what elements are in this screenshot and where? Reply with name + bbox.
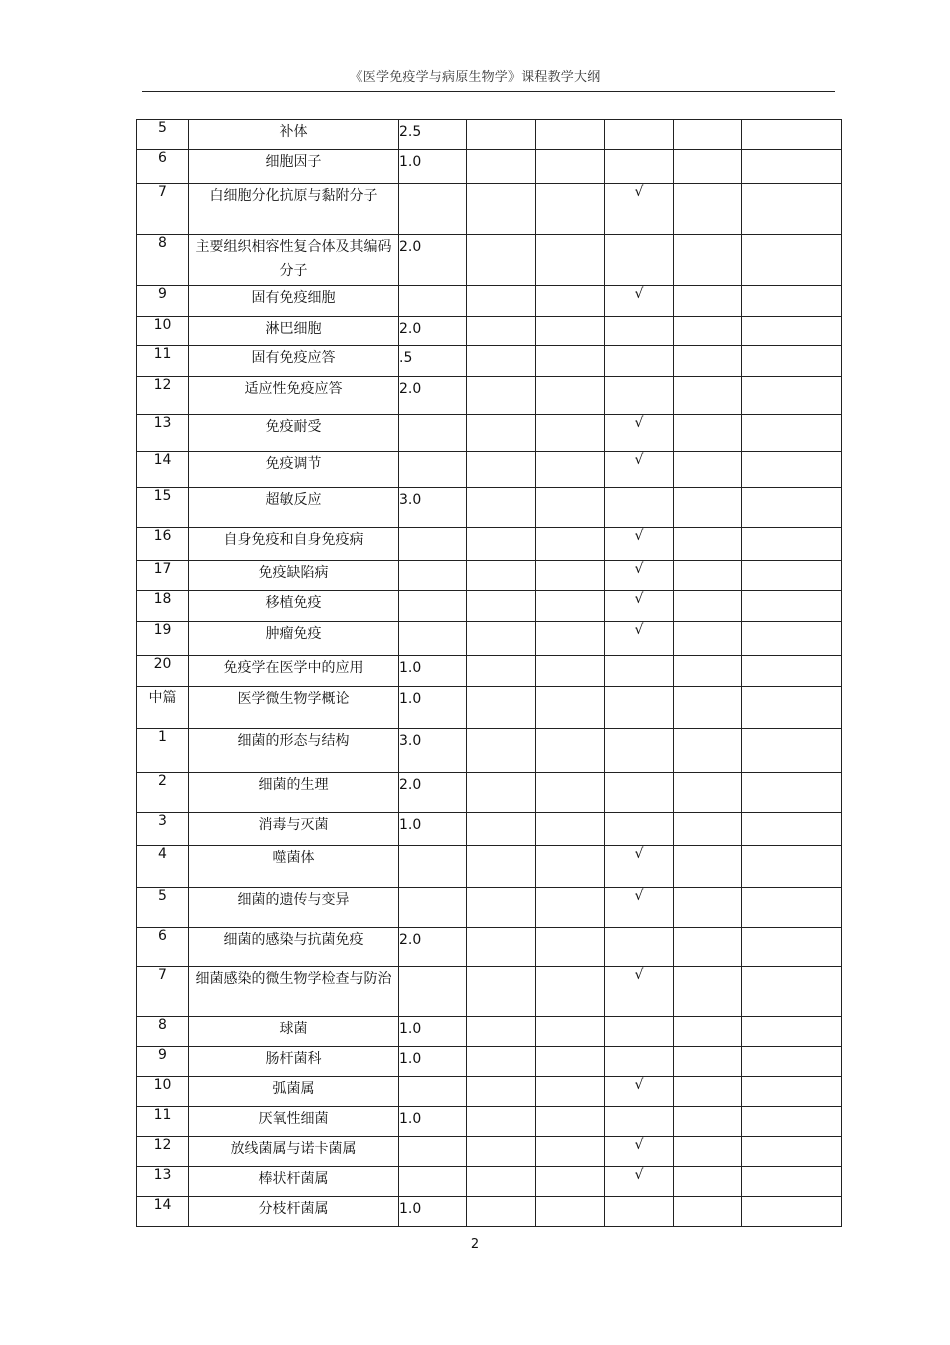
row-number: 中篇 <box>137 687 189 729</box>
empty-cell <box>536 120 605 150</box>
empty-cell <box>536 415 605 452</box>
empty-cell <box>674 1107 742 1137</box>
row-check-mark: √ <box>605 415 674 452</box>
row-number: 12 <box>137 1137 189 1167</box>
empty-cell <box>742 346 842 377</box>
empty-cell <box>742 317 842 346</box>
empty-cell <box>467 317 536 346</box>
empty-cell <box>674 346 742 377</box>
row-title: 固有免疫细胞 <box>189 286 399 317</box>
row-number: 9 <box>137 286 189 317</box>
row-title: 白细胞分化抗原与黏附分子 <box>189 184 399 235</box>
empty-cell <box>467 120 536 150</box>
row-title: 细胞因子 <box>189 150 399 184</box>
empty-cell <box>536 1017 605 1047</box>
empty-cell <box>467 656 536 687</box>
row-hours: 1.0 <box>399 1047 467 1077</box>
row-check-mark: √ <box>605 967 674 1017</box>
empty-cell <box>674 846 742 888</box>
empty-cell <box>742 846 842 888</box>
empty-cell <box>536 622 605 656</box>
empty-cell <box>674 184 742 235</box>
empty-cell <box>467 150 536 184</box>
row-hours: 2.0 <box>399 317 467 346</box>
empty-cell <box>467 928 536 967</box>
row-number: 13 <box>137 415 189 452</box>
empty-cell <box>467 452 536 488</box>
row-number: 11 <box>137 1107 189 1137</box>
empty-cell <box>742 415 842 452</box>
empty-cell <box>742 591 842 622</box>
table-row <box>137 415 842 452</box>
empty-cell <box>742 1197 842 1227</box>
row-title: 免疫缺陷病 <box>189 561 399 591</box>
row-number: 10 <box>137 1077 189 1107</box>
row-check-mark: √ <box>605 1077 674 1107</box>
table-row <box>137 1017 842 1047</box>
table-row <box>137 773 842 813</box>
row-hours <box>399 622 467 656</box>
empty-cell <box>467 687 536 729</box>
table-row <box>137 622 842 656</box>
empty-cell <box>536 687 605 729</box>
empty-cell <box>742 622 842 656</box>
empty-cell <box>674 591 742 622</box>
empty-cell <box>742 377 842 415</box>
table-row <box>137 488 842 528</box>
empty-cell <box>742 1137 842 1167</box>
row-hours <box>399 591 467 622</box>
table-row <box>137 1167 842 1197</box>
empty-cell <box>536 1137 605 1167</box>
table-row <box>137 928 842 967</box>
empty-cell <box>742 120 842 150</box>
empty-cell <box>467 528 536 561</box>
row-number: 6 <box>137 928 189 967</box>
row-check-mark <box>605 317 674 346</box>
empty-cell <box>467 235 536 286</box>
table-row <box>137 729 842 773</box>
empty-cell <box>742 235 842 286</box>
row-check-mark: √ <box>605 452 674 488</box>
empty-cell <box>674 622 742 656</box>
empty-cell <box>742 1047 842 1077</box>
row-hours: 1.0 <box>399 1017 467 1047</box>
row-title: 细菌的生理 <box>189 773 399 813</box>
empty-cell <box>467 286 536 317</box>
row-number: 14 <box>137 452 189 488</box>
table-row <box>137 813 842 846</box>
table-row <box>137 317 842 346</box>
row-number: 7 <box>137 967 189 1017</box>
row-check-mark: √ <box>605 1137 674 1167</box>
row-title: 自身免疫和自身免疫病 <box>189 528 399 561</box>
empty-cell <box>467 561 536 591</box>
row-check-mark <box>605 813 674 846</box>
row-number: 17 <box>137 561 189 591</box>
row-hours: 1.0 <box>399 150 467 184</box>
empty-cell <box>467 729 536 773</box>
row-hours: 1.0 <box>399 656 467 687</box>
table-row <box>137 656 842 687</box>
table-row <box>137 561 842 591</box>
row-check-mark: √ <box>605 528 674 561</box>
empty-cell <box>674 1017 742 1047</box>
table-row <box>137 120 842 150</box>
empty-cell <box>536 846 605 888</box>
row-number: 14 <box>137 1197 189 1227</box>
row-check-mark: √ <box>605 591 674 622</box>
table-row <box>137 1047 842 1077</box>
empty-cell <box>467 846 536 888</box>
empty-cell <box>674 773 742 813</box>
table-row <box>137 184 842 235</box>
row-number: 2 <box>137 773 189 813</box>
row-title: 适应性免疫应答 <box>189 377 399 415</box>
empty-cell <box>536 317 605 346</box>
row-check-mark <box>605 773 674 813</box>
empty-cell <box>742 928 842 967</box>
empty-cell <box>674 888 742 928</box>
row-title: 放线菌属与诺卡菌属 <box>189 1137 399 1167</box>
row-number: 20 <box>137 656 189 687</box>
empty-cell <box>674 656 742 687</box>
empty-cell <box>742 1167 842 1197</box>
empty-cell <box>742 1017 842 1047</box>
row-hours: 2.0 <box>399 773 467 813</box>
empty-cell <box>674 528 742 561</box>
empty-cell <box>742 773 842 813</box>
row-hours <box>399 561 467 591</box>
header-title: 《医学免疫学与病原生物学》课程教学大纲 <box>349 70 601 85</box>
row-title: 厌氧性细菌 <box>189 1107 399 1137</box>
empty-cell <box>536 1047 605 1077</box>
empty-cell <box>742 967 842 1017</box>
row-title: 免疫学在医学中的应用 <box>189 656 399 687</box>
row-hours <box>399 967 467 1017</box>
empty-cell <box>467 346 536 377</box>
empty-cell <box>742 813 842 846</box>
empty-cell <box>467 184 536 235</box>
empty-cell <box>674 687 742 729</box>
empty-cell <box>742 488 842 528</box>
row-number: 11 <box>137 346 189 377</box>
empty-cell <box>467 1137 536 1167</box>
row-check-mark <box>605 377 674 415</box>
row-number: 18 <box>137 591 189 622</box>
empty-cell <box>536 1197 605 1227</box>
table-row <box>137 346 842 377</box>
empty-cell <box>742 729 842 773</box>
empty-cell <box>536 591 605 622</box>
row-check-mark <box>605 928 674 967</box>
table-row <box>137 1137 842 1167</box>
row-check-mark <box>605 729 674 773</box>
empty-cell <box>674 377 742 415</box>
row-number: 8 <box>137 1017 189 1047</box>
row-check-mark <box>605 120 674 150</box>
row-title: 补体 <box>189 120 399 150</box>
row-hours: 2.0 <box>399 377 467 415</box>
row-check-mark: √ <box>605 888 674 928</box>
row-hours: .5 <box>399 346 467 377</box>
row-title: 超敏反应 <box>189 488 399 528</box>
row-hours: 3.0 <box>399 729 467 773</box>
row-hours <box>399 286 467 317</box>
empty-cell <box>742 184 842 235</box>
row-check-mark <box>605 1107 674 1137</box>
empty-cell <box>674 415 742 452</box>
row-title: 固有免疫应答 <box>189 346 399 377</box>
row-title: 主要组织相容性复合体及其编码分子 <box>189 235 399 286</box>
empty-cell <box>536 967 605 1017</box>
row-check-mark <box>605 488 674 528</box>
row-check-mark <box>605 687 674 729</box>
row-title: 免疫耐受 <box>189 415 399 452</box>
row-hours: 1.0 <box>399 1197 467 1227</box>
row-number: 8 <box>137 235 189 286</box>
row-check-mark: √ <box>605 1167 674 1197</box>
table-row <box>137 687 842 729</box>
table-row <box>137 377 842 415</box>
empty-cell <box>674 729 742 773</box>
empty-cell <box>674 286 742 317</box>
row-title: 细菌的形态与结构 <box>189 729 399 773</box>
empty-cell <box>742 150 842 184</box>
row-number: 16 <box>137 528 189 561</box>
table-row <box>137 1077 842 1107</box>
row-title: 肠杆菌科 <box>189 1047 399 1077</box>
row-hours: 2.0 <box>399 235 467 286</box>
empty-cell <box>467 622 536 656</box>
table-row <box>137 846 842 888</box>
row-number: 7 <box>137 184 189 235</box>
empty-cell <box>467 377 536 415</box>
empty-cell <box>467 1077 536 1107</box>
empty-cell <box>674 452 742 488</box>
empty-cell <box>742 656 842 687</box>
row-number: 19 <box>137 622 189 656</box>
empty-cell <box>742 528 842 561</box>
empty-cell <box>467 591 536 622</box>
row-number: 10 <box>137 317 189 346</box>
empty-cell <box>674 488 742 528</box>
empty-cell <box>674 1047 742 1077</box>
row-hours: 3.0 <box>399 488 467 528</box>
row-hours: 1.0 <box>399 813 467 846</box>
empty-cell <box>742 888 842 928</box>
row-title: 细菌感染的微生物学检查与防治 <box>189 967 399 1017</box>
empty-cell <box>536 488 605 528</box>
row-number: 9 <box>137 1047 189 1077</box>
empty-cell <box>674 1137 742 1167</box>
row-title: 噬菌体 <box>189 846 399 888</box>
row-check-mark <box>605 235 674 286</box>
empty-cell <box>536 729 605 773</box>
table-row <box>137 1197 842 1227</box>
row-hours <box>399 452 467 488</box>
empty-cell <box>536 235 605 286</box>
empty-cell <box>674 928 742 967</box>
row-hours <box>399 1077 467 1107</box>
row-check-mark: √ <box>605 622 674 656</box>
row-check-mark: √ <box>605 286 674 317</box>
empty-cell <box>467 967 536 1017</box>
empty-cell <box>467 1047 536 1077</box>
row-title: 棒状杆菌属 <box>189 1167 399 1197</box>
header-rule <box>142 91 835 92</box>
row-hours <box>399 528 467 561</box>
row-number: 4 <box>137 846 189 888</box>
empty-cell <box>674 561 742 591</box>
empty-cell <box>467 773 536 813</box>
empty-cell <box>467 888 536 928</box>
row-title: 弧菌属 <box>189 1077 399 1107</box>
empty-cell <box>674 235 742 286</box>
empty-cell <box>536 452 605 488</box>
row-hours <box>399 888 467 928</box>
empty-cell <box>536 286 605 317</box>
empty-cell <box>467 1197 536 1227</box>
row-check-mark <box>605 656 674 687</box>
table-row <box>137 452 842 488</box>
page-number: 2 <box>470 1237 480 1252</box>
empty-cell <box>536 928 605 967</box>
empty-cell <box>674 1167 742 1197</box>
empty-cell <box>536 1077 605 1107</box>
row-hours <box>399 846 467 888</box>
syllabus-table <box>136 119 842 1227</box>
row-title: 淋巴细胞 <box>189 317 399 346</box>
row-hours <box>399 415 467 452</box>
empty-cell <box>674 813 742 846</box>
empty-cell <box>674 967 742 1017</box>
empty-cell <box>536 656 605 687</box>
row-title: 细菌的感染与抗菌免疫 <box>189 928 399 967</box>
row-title: 球菌 <box>189 1017 399 1047</box>
row-check-mark <box>605 1197 674 1227</box>
row-number: 1 <box>137 729 189 773</box>
empty-cell <box>742 561 842 591</box>
table-row <box>137 888 842 928</box>
row-number: 12 <box>137 377 189 415</box>
empty-cell <box>536 150 605 184</box>
empty-cell <box>536 346 605 377</box>
empty-cell <box>742 452 842 488</box>
empty-cell <box>467 1017 536 1047</box>
row-title: 细菌的遗传与变异 <box>189 888 399 928</box>
empty-cell <box>467 415 536 452</box>
row-hours <box>399 184 467 235</box>
table-row <box>137 967 842 1017</box>
row-hours: 2.0 <box>399 928 467 967</box>
row-number: 3 <box>137 813 189 846</box>
empty-cell <box>536 528 605 561</box>
row-title: 移植免疫 <box>189 591 399 622</box>
row-check-mark <box>605 1047 674 1077</box>
table-row <box>137 528 842 561</box>
row-title: 消毒与灭菌 <box>189 813 399 846</box>
row-number: 5 <box>137 120 189 150</box>
empty-cell <box>674 1077 742 1107</box>
row-check-mark: √ <box>605 184 674 235</box>
empty-cell <box>674 317 742 346</box>
table-row <box>137 286 842 317</box>
empty-cell <box>742 1107 842 1137</box>
row-number: 6 <box>137 150 189 184</box>
empty-cell <box>674 120 742 150</box>
empty-cell <box>674 150 742 184</box>
empty-cell <box>536 377 605 415</box>
empty-cell <box>536 813 605 846</box>
empty-cell <box>674 1197 742 1227</box>
row-check-mark: √ <box>605 561 674 591</box>
row-number: 13 <box>137 1167 189 1197</box>
row-number: 15 <box>137 488 189 528</box>
row-title: 肿瘤免疫 <box>189 622 399 656</box>
row-hours: 1.0 <box>399 687 467 729</box>
table-row <box>137 591 842 622</box>
row-number: 5 <box>137 888 189 928</box>
empty-cell <box>536 1107 605 1137</box>
table-row <box>137 1107 842 1137</box>
table-row <box>137 235 842 286</box>
empty-cell <box>536 888 605 928</box>
row-hours: 1.0 <box>399 1107 467 1137</box>
row-title: 免疫调节 <box>189 452 399 488</box>
empty-cell <box>742 687 842 729</box>
row-check-mark <box>605 1017 674 1047</box>
empty-cell <box>467 1167 536 1197</box>
row-check-mark: √ <box>605 846 674 888</box>
row-hours <box>399 1167 467 1197</box>
empty-cell <box>467 488 536 528</box>
empty-cell <box>742 1077 842 1107</box>
empty-cell <box>536 773 605 813</box>
table-row <box>137 150 842 184</box>
empty-cell <box>536 184 605 235</box>
row-check-mark <box>605 346 674 377</box>
empty-cell <box>742 286 842 317</box>
row-hours: 2.5 <box>399 120 467 150</box>
row-title: 医学微生物学概论 <box>189 687 399 729</box>
empty-cell <box>467 1107 536 1137</box>
row-hours <box>399 1137 467 1167</box>
empty-cell <box>536 1167 605 1197</box>
empty-cell <box>536 561 605 591</box>
row-check-mark <box>605 150 674 184</box>
empty-cell <box>467 813 536 846</box>
row-title: 分枝杆菌属 <box>189 1197 399 1227</box>
